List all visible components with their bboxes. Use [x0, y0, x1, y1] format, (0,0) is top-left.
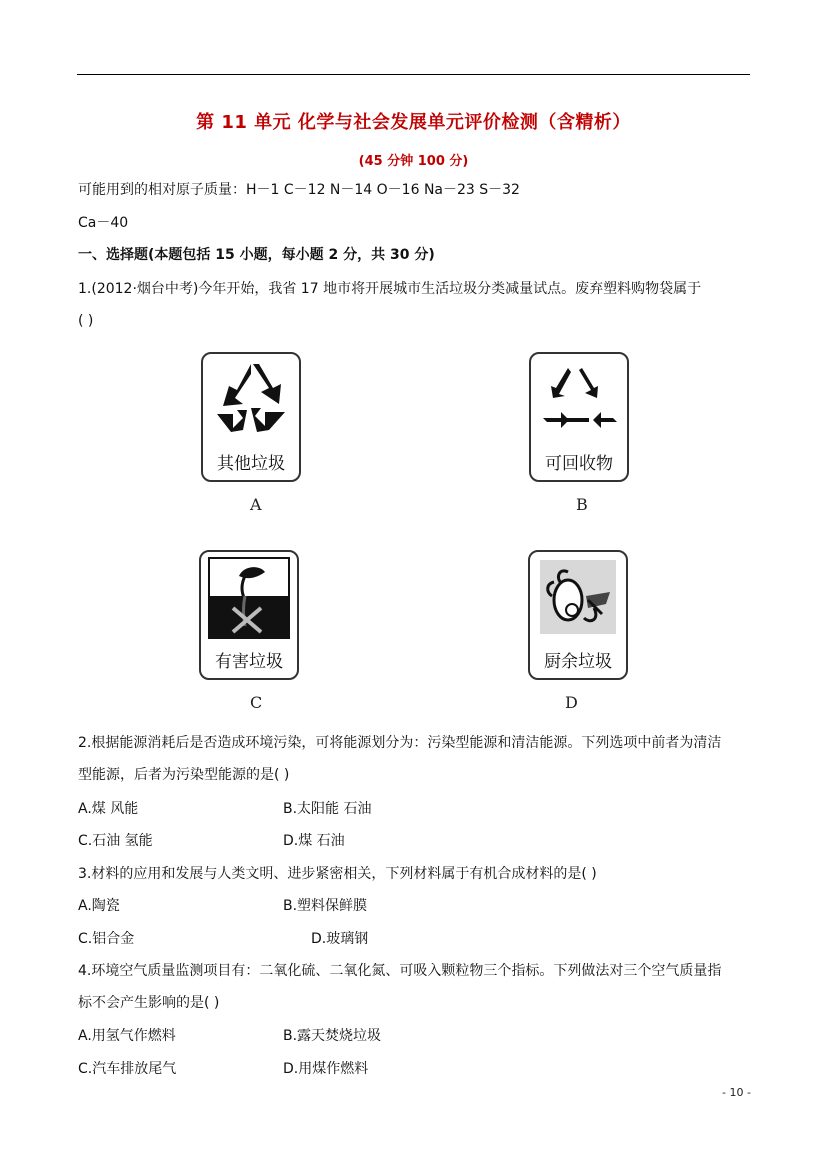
sign-a-label: 其他垃圾 [217, 454, 285, 474]
q4-option-a: A.用氢气作燃料 [78, 1028, 176, 1044]
question-2-text: 2.根据能源消耗后是否造成环境污染，可将能源划分为：污染型能源和清洁能源。下列选项中前者为清洁 [78, 735, 722, 751]
section-heading: 一、选择题(本题包括 15 小题，每小题 2 分，共 30 分) [78, 247, 435, 263]
question-4-text-cont: 标不会产生影响的是( ) [78, 995, 220, 1011]
q2-option-b: B.太阳能 石油 [283, 801, 372, 817]
page-title: 第 11 单元 化学与社会发展单元评价检测（含精析） [196, 112, 631, 133]
question-3-text: 3.材料的应用和发展与人类文明、进步紧密相关，下列材料属于有机合成材料的是( ) [78, 866, 597, 882]
q2-option-d: D.煤 石油 [283, 833, 345, 849]
sign-c-letter: C [250, 693, 263, 712]
question-1-text: 1.(2012·烟台中考)今年开始，我省 17 地市将开展城市生活垃圾分类减量试点。废弃塑料购物袋属于 [78, 281, 702, 297]
sign-d-label: 厨余垃圾 [544, 652, 612, 672]
sign-b [529, 352, 629, 482]
sign-d [528, 550, 628, 680]
atomic-mass-line-1: 可能用到的相对原子质量：H－1 C－12 N－14 O－16 Na－23 S－32 [78, 182, 520, 198]
header-rule [77, 74, 750, 75]
q3-option-b: B.塑料保鲜膜 [283, 898, 368, 914]
sign-a-letter: A [250, 495, 262, 514]
food-waste-icon [530, 552, 626, 652]
q4-option-c: C.汽车排放尾气 [78, 1061, 177, 1077]
page-number: - 10 - [722, 1086, 751, 1099]
question-4-text: 4.环境空气质量监测项目有：二氧化硫、二氧化氮、可吸入颗粒物三个指标。下列做法对三个空气质量指 [78, 963, 722, 979]
q3-option-c: C.铝合金 [78, 931, 135, 947]
q3-option-d: D.玻璃钢 [311, 931, 369, 947]
sign-d-letter: D [565, 693, 578, 712]
q2-option-c: C.石油 氢能 [78, 833, 153, 849]
sign-a [201, 352, 301, 482]
recycle-arrows-filled-icon [203, 354, 299, 454]
atomic-mass-line-2: Ca－40 [78, 215, 129, 231]
q2-option-a: A.煤 风能 [78, 801, 139, 817]
page-subtitle: (45 分钟 100 分) [358, 154, 469, 169]
question-1-blank: ( ) [78, 313, 94, 329]
sign-c-label: 有害垃圾 [215, 652, 283, 672]
sign-b-label: 可回收物 [545, 454, 613, 474]
q3-option-a: A.陶瓷 [78, 898, 120, 914]
q4-option-b: B.露天焚烧垃圾 [283, 1028, 382, 1044]
question-2-text-cont: 型能源，后者为污染型能源的是( ) [78, 767, 290, 783]
sign-b-letter: B [576, 495, 588, 514]
hazard-plant-cross-icon [201, 552, 297, 652]
q4-option-d: D.用煤作燃料 [283, 1061, 369, 1077]
sign-c [199, 550, 299, 680]
recycle-triangle-icon [531, 354, 627, 454]
